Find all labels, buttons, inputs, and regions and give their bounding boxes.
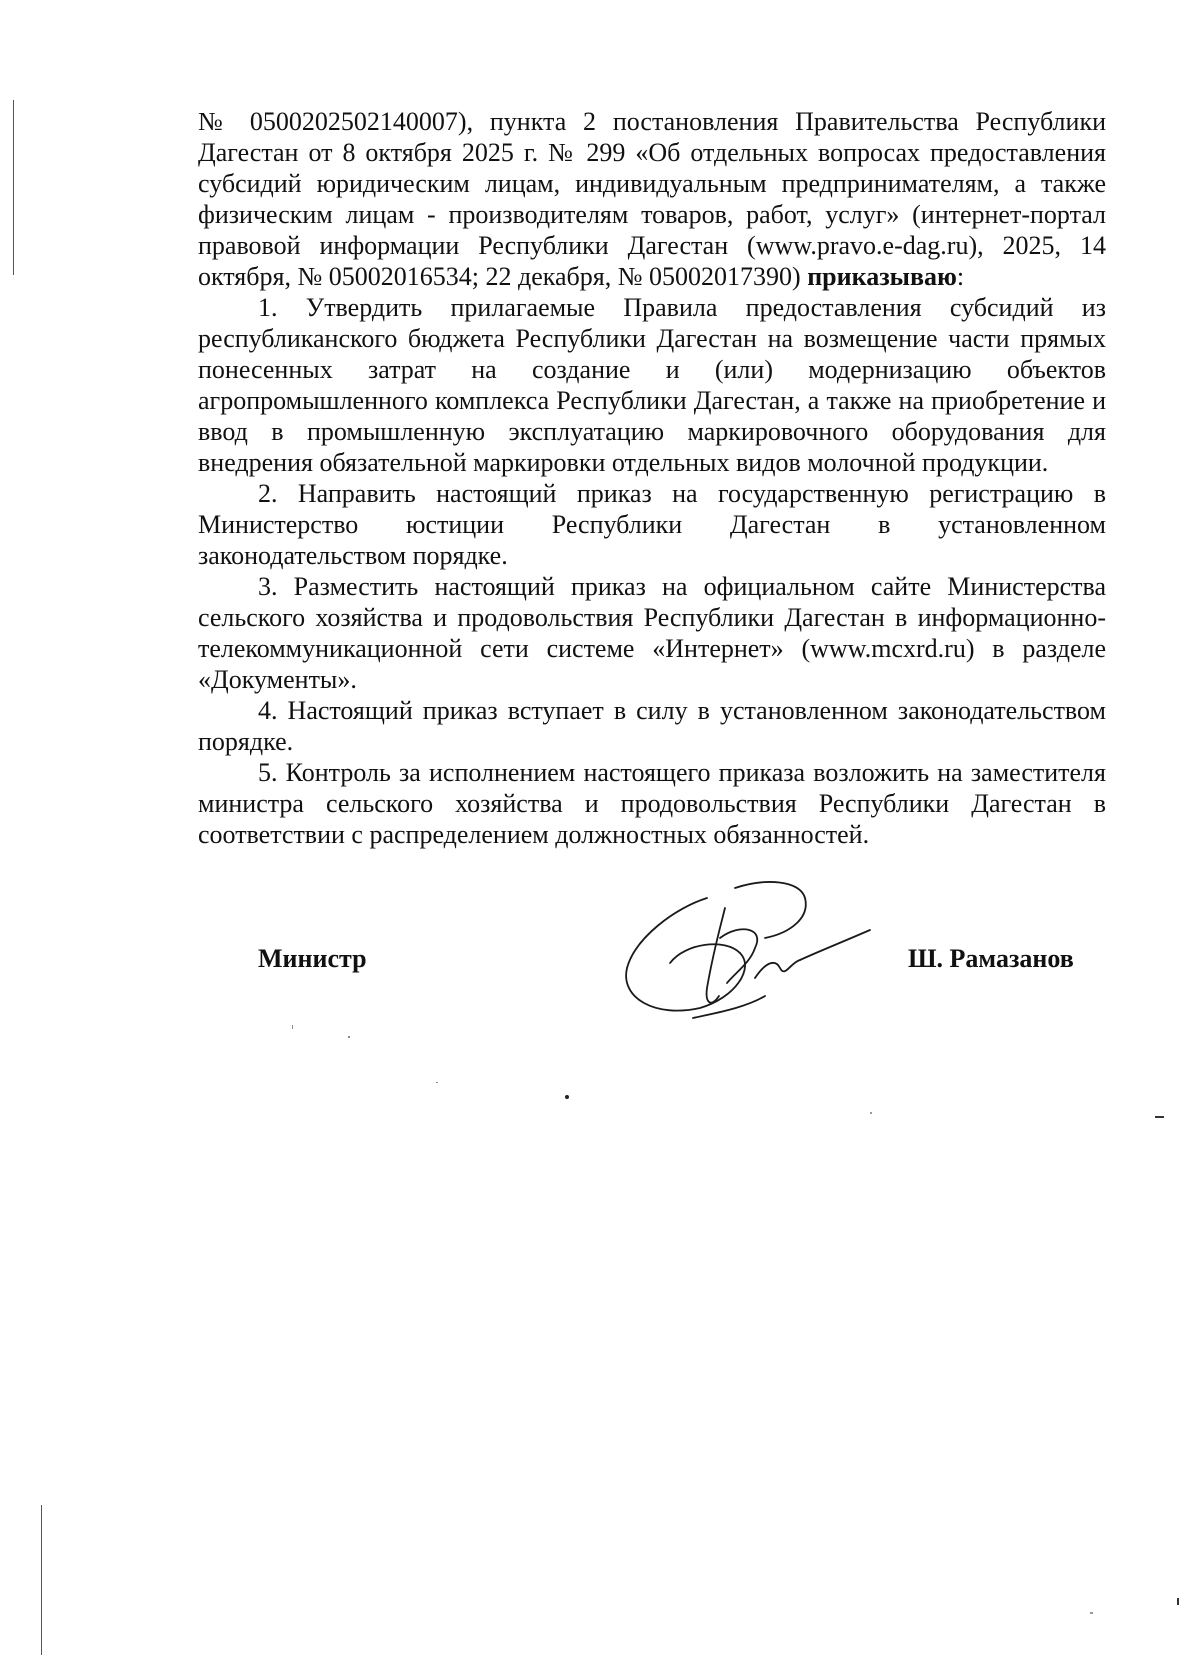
handwritten-signature	[615, 868, 875, 1028]
order-item-1: 1. Утвердить прилагаемые Правила предоставления субсидий из республиканского бюджета Республики Дагестан на возмещение части прямых понесенных затрат на создание и (или) модернизацию объектов агропромышленного комплекса Республики Дагестан, а также на приобретение и ввод в промышленную эксплуатацию маркировочного оборудования для внедрения обязательной маркировки отдельных видов молочной продукции.	[198, 293, 1106, 477]
signature-block	[0, 944, 1200, 984]
scan-speck	[292, 1025, 293, 1029]
signatory-name: Ш. Рамазанов	[908, 944, 1074, 973]
intro-paragraph	[198, 106, 1106, 292]
signatory-title: Министр	[258, 944, 367, 973]
scan-tick	[1177, 1598, 1179, 1605]
order-item-3: 3. Разместить настоящий приказ на официальном сайте Министерства сельского хозяйства и продовольствия Республики Дагестан в информационно-телекоммуникационной сети системе «Интернет» (www.mcxrd.ru) в разделе «Документы».	[198, 572, 1106, 694]
scan-margin-line-top	[13, 100, 14, 275]
scan-dash	[1155, 1116, 1164, 1118]
intro-text: № 0500202502140007), пункта 2 постановления Правительства Республики Дагестан от 8 октября 2025 г. № 299 «Об отдельных вопросах предоставления субсидий юридическим лицам, индивидуальным предпринимателям, а также физическим лицам - производителям товаров, работ, услуг» (интернет-портал правовой информации Республики Дагестан (www.pravo.e-dag.ru), 2025, 14 октября, № 05002016534; 22 декабря, № 05002017390)	[198, 107, 1106, 291]
scan-dot	[565, 1095, 569, 1099]
scan-margin-line-bottom	[41, 1505, 42, 1655]
order-item-2: 2. Направить настоящий приказ на государственную регистрацию в Министерство юстиции Республики Дагестан в установленном законодательством порядке.	[198, 479, 1106, 570]
order-verb: приказываю	[807, 262, 957, 291]
order-item-5: 5. Контроль за исполнением настоящего приказа возложить на заместителя министра сельского хозяйства и продовольствия Республики Дагестан в соответствии с распределением должностных обязанностей.	[198, 758, 1106, 849]
scan-speck	[436, 1082, 438, 1083]
scan-speck	[870, 1112, 872, 1114]
document-body	[198, 106, 1106, 850]
scan-speck	[1090, 1612, 1093, 1614]
intro-colon: :	[956, 262, 965, 291]
order-item-4: 4. Настоящий приказ вступает в силу в установленном законодательством порядке.	[198, 696, 1106, 756]
scan-speck	[348, 1036, 350, 1038]
